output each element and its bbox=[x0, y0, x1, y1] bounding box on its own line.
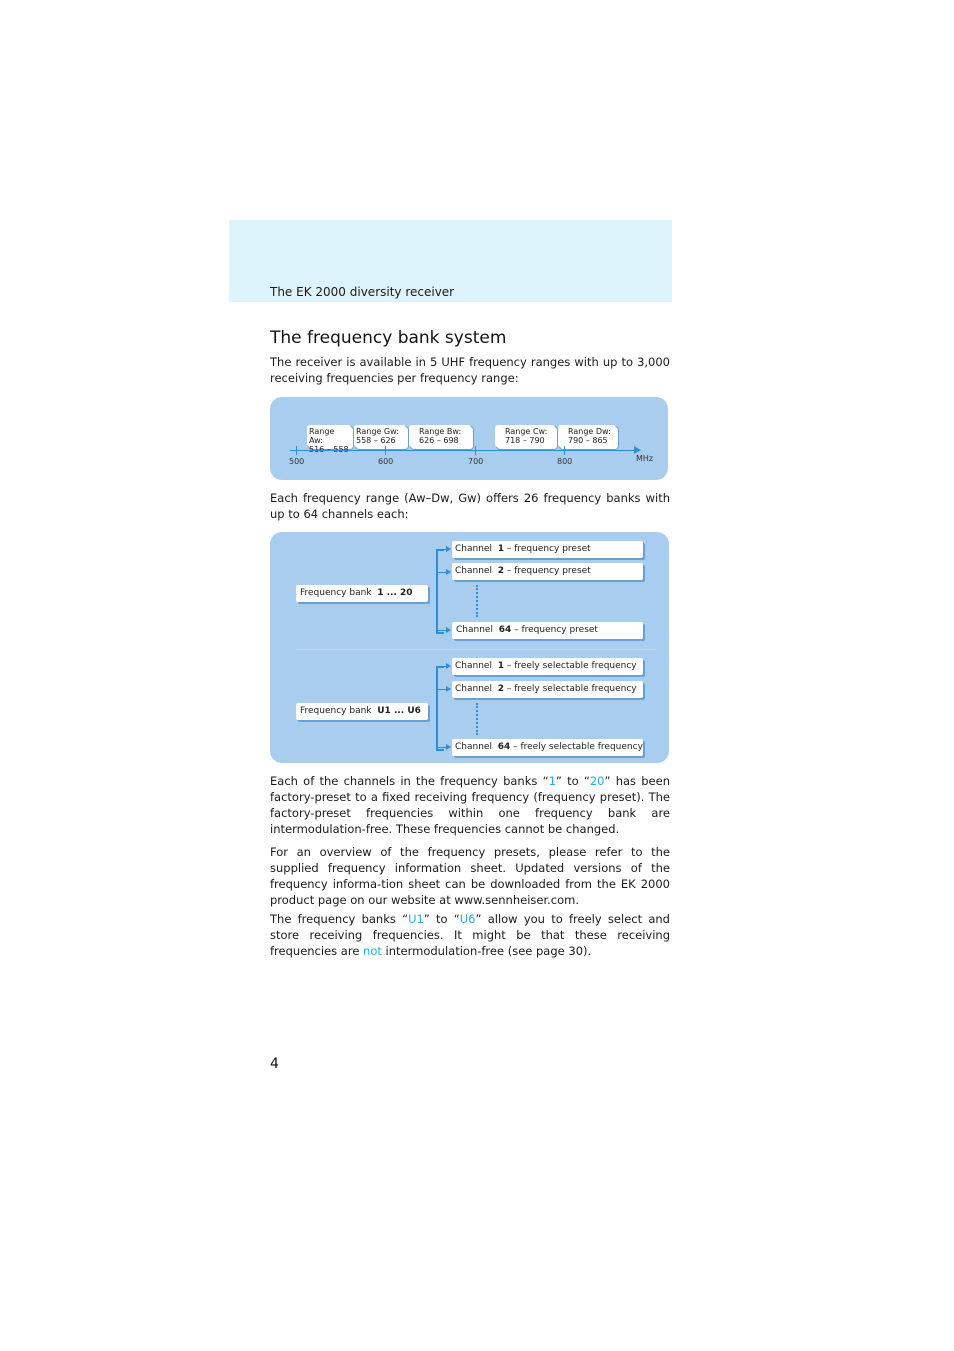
page-number: 4 bbox=[270, 1056, 279, 1072]
range-box-gw bbox=[354, 425, 406, 447]
channel-prefix: Channel bbox=[455, 544, 492, 554]
text-segment: ” allow you to freely select and store receiving frequencies. It might be that these receiving frequencies are bbox=[270, 912, 670, 958]
bank-label: Frequency bank bbox=[300, 588, 372, 598]
axis-tick bbox=[475, 446, 476, 455]
ellipsis-dots bbox=[476, 703, 478, 735]
channel-box bbox=[452, 563, 643, 580]
channel-box bbox=[452, 681, 643, 698]
channel-number: 1 bbox=[497, 661, 504, 671]
bank-box-u1-u6 bbox=[296, 703, 428, 720]
group-divider bbox=[296, 649, 656, 650]
frequency-axis bbox=[290, 450, 636, 451]
channel-desc: – freely selectable frequency bbox=[513, 742, 643, 752]
arrow-icon bbox=[438, 549, 446, 550]
range-name: Range Gw: bbox=[356, 427, 399, 436]
highlight-bank-1: 1 bbox=[548, 774, 556, 788]
intro-paragraph: The receiver is available in 5 UHF frequency ranges with up to 3,000 receiving frequencies per frequency range: bbox=[270, 355, 670, 385]
range-box-cw bbox=[495, 425, 555, 447]
banks-intro-paragraph: Each frequency range (Aw–Dw, Gw) offers 26 frequency banks with up to 64 channels each: bbox=[270, 491, 670, 521]
range-name: Range Cw: bbox=[505, 427, 548, 436]
range-span: 558 – 626 bbox=[356, 436, 396, 445]
highlight-not: not bbox=[363, 944, 382, 958]
arrow-icon bbox=[438, 747, 446, 748]
channel-box bbox=[452, 622, 643, 639]
channel-box bbox=[452, 541, 643, 558]
channel-prefix: Channel bbox=[456, 625, 493, 635]
text-segment: ” to “ bbox=[423, 912, 460, 926]
channel-desc: – frequency preset bbox=[506, 566, 591, 576]
bank-value: U1 ... U6 bbox=[377, 706, 421, 716]
highlight-bank-u6: U6 bbox=[459, 912, 476, 926]
bank-box-1-20 bbox=[296, 585, 428, 602]
arrow-icon bbox=[438, 689, 446, 690]
running-header: The EK 2000 diversity receiver bbox=[270, 285, 455, 299]
highlight-bank-20: 20 bbox=[589, 774, 605, 788]
channel-number: 1 bbox=[497, 544, 504, 554]
arrow-icon bbox=[438, 572, 446, 573]
ellipsis-dots bbox=[476, 585, 478, 617]
tick-label: 700 bbox=[468, 457, 484, 466]
preset-paragraph bbox=[270, 773, 670, 837]
channel-desc: – frequency preset bbox=[506, 544, 591, 554]
bank-label: Frequency bank bbox=[300, 706, 372, 716]
range-name: Range Aw: bbox=[309, 427, 335, 445]
bank-value: 1 ... 20 bbox=[377, 588, 413, 598]
channel-prefix: Channel bbox=[455, 684, 492, 694]
channel-desc: – frequency preset bbox=[514, 625, 598, 635]
highlight-bank-u1: U1 bbox=[408, 912, 424, 926]
channel-number: 64 bbox=[498, 625, 512, 635]
user-banks-paragraph bbox=[270, 911, 670, 959]
channel-number: 2 bbox=[497, 684, 504, 694]
axis-tick bbox=[385, 446, 386, 455]
axis-arrow-icon bbox=[634, 446, 641, 454]
channel-prefix: Channel bbox=[455, 742, 492, 752]
tick-label: 600 bbox=[378, 457, 394, 466]
range-span: 790 – 865 bbox=[568, 436, 608, 445]
bracket-group-1 bbox=[436, 549, 444, 634]
frequency-bank-diagram bbox=[270, 532, 669, 763]
range-box-aw bbox=[307, 425, 351, 447]
range-name: Range Bw: bbox=[419, 427, 462, 436]
bracket-group-2 bbox=[436, 666, 444, 751]
arrow-icon bbox=[438, 630, 446, 631]
section-title: The frequency bank system bbox=[270, 328, 507, 348]
axis-unit: MHz bbox=[636, 454, 654, 463]
range-span: 626 – 698 bbox=[419, 436, 459, 445]
channel-desc: – freely selectable frequency bbox=[506, 661, 637, 671]
axis-tick bbox=[564, 446, 565, 455]
range-box-dw bbox=[558, 425, 616, 447]
arrow-icon bbox=[438, 666, 446, 667]
overview-paragraph: For an overview of the frequency presets, please refer to the supplied frequency information sheet. Updated versions of the frequency informa-tion sheet can be downloaded from the EK 2000 product page on our website at www.sennheiser.com. bbox=[270, 845, 670, 907]
text-segment: ” has been factory-preset to a fixed receiving frequency (frequency preset). The factory-preset frequencies within one frequency bank are intermodulation-free. These frequencies cannot be changed. bbox=[270, 774, 671, 836]
text-segment: Each of the channels in the frequency banks “ bbox=[270, 774, 549, 788]
channel-box bbox=[452, 658, 643, 675]
text-segment: The frequency banks “ bbox=[270, 912, 409, 926]
text-segment: ” to “ bbox=[555, 774, 590, 788]
channel-number: 64 bbox=[497, 742, 511, 752]
channel-prefix: Channel bbox=[455, 661, 492, 671]
frequency-range-diagram bbox=[270, 397, 668, 480]
channel-prefix: Channel bbox=[455, 566, 492, 576]
channel-number: 2 bbox=[497, 566, 504, 576]
range-box-bw bbox=[409, 425, 471, 447]
tick-label: 500 bbox=[289, 457, 305, 466]
range-name: Range Dw: bbox=[568, 427, 611, 436]
axis-tick bbox=[296, 446, 297, 455]
tick-label: 800 bbox=[557, 457, 573, 466]
channel-desc: – freely selectable frequency bbox=[506, 684, 637, 694]
range-span: 718 – 790 bbox=[505, 436, 545, 445]
channel-box bbox=[452, 739, 643, 756]
text-segment: intermodulation-free (see page 30). bbox=[381, 944, 592, 958]
